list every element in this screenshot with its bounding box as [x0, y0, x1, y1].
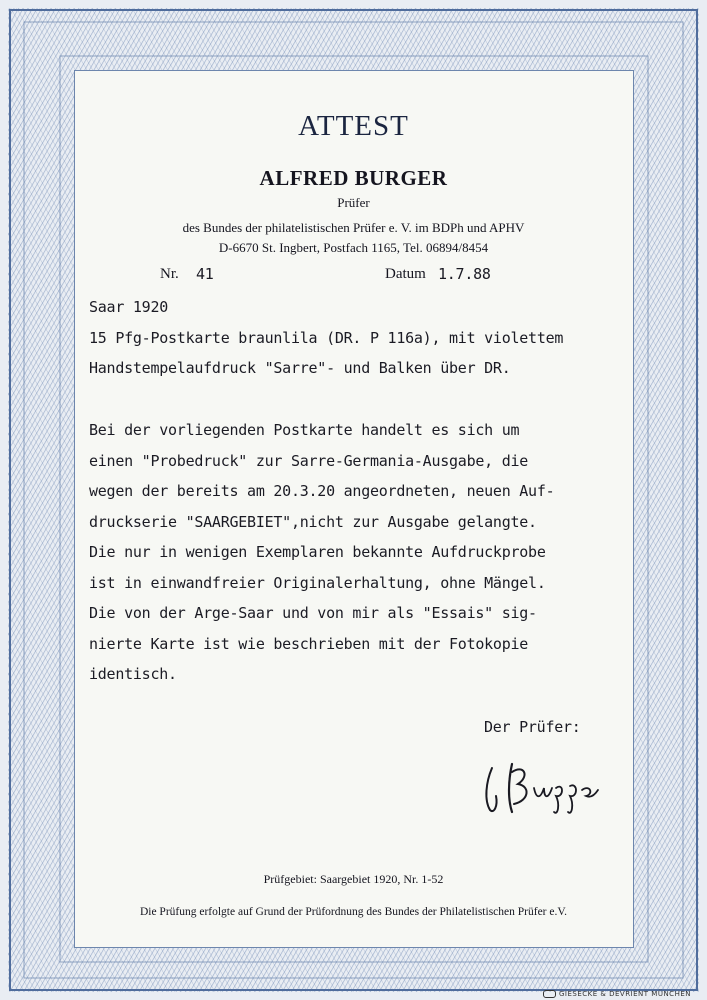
body-line: Die von der Arge-Saar und von mir als "Essais" sig- — [89, 604, 537, 622]
address-line: D-6670 St. Ingbert, Postfach 1165, Tel. 06894/8454 — [218, 240, 489, 255]
footer-scope: Prüfgebiet: Saargebiet 1920, Nr. 1-52 — [263, 872, 444, 886]
printer-imprint — [543, 990, 691, 998]
body-line: Bei der vorliegenden Postkarte handelt es sich um — [89, 421, 520, 439]
association-line: des Bundes der philatelistischen Prüfer e. V. im BDPh und APHV — [182, 220, 525, 235]
body-line: Die nur in wenigen Exemplaren bekannte Aufdruckprobe — [89, 543, 546, 561]
examiner-name: ALFRED BURGER — [259, 166, 448, 190]
date-label: Datum — [385, 266, 426, 282]
number-value: 41 — [196, 265, 214, 283]
printer-logo-icon — [543, 990, 556, 998]
footer-regulation: Die Prüfung erfolgte auf Grund der Prüfordnung des Bundes der Philatelistischen Prüfer e.V. — [139, 906, 568, 918]
body-line: einen "Probedruck" zur Sarre-Germania-Ausgabe, die — [89, 452, 529, 470]
body-line: Saar 1920 — [89, 298, 169, 316]
body-line: Handstempelaufdruck "Sarre"- und Balken über DR. — [89, 359, 511, 377]
handwritten-signature — [478, 742, 608, 822]
date-value: 1.7.88 — [438, 265, 491, 283]
signoff-label: Der Prüfer: — [484, 718, 581, 736]
number-label: Nr. — [160, 266, 179, 282]
body-line: nierte Karte ist wie beschrieben mit der Fotokopie — [89, 635, 529, 653]
body-line: druckserie "SAARGEBIET",nicht zur Ausgabe gelangte. — [89, 513, 537, 531]
body-line: wegen der bereits am 20.3.20 angeordneten, neuen Auf- — [89, 482, 555, 500]
printer-name: GIESECKE & DEVRIENT MÜNCHEN — [559, 990, 691, 998]
body-line: ist in einwandfreier Originalerhaltung, ohne Mängel. — [89, 574, 546, 592]
examiner-role: Prüfer — [337, 195, 370, 210]
body-line: 15 Pfg-Postkarte braunlila (DR. P 116a), mit violettem — [89, 329, 564, 347]
body-line: identisch. — [89, 665, 177, 683]
certificate-title: ATTEST — [298, 110, 409, 142]
